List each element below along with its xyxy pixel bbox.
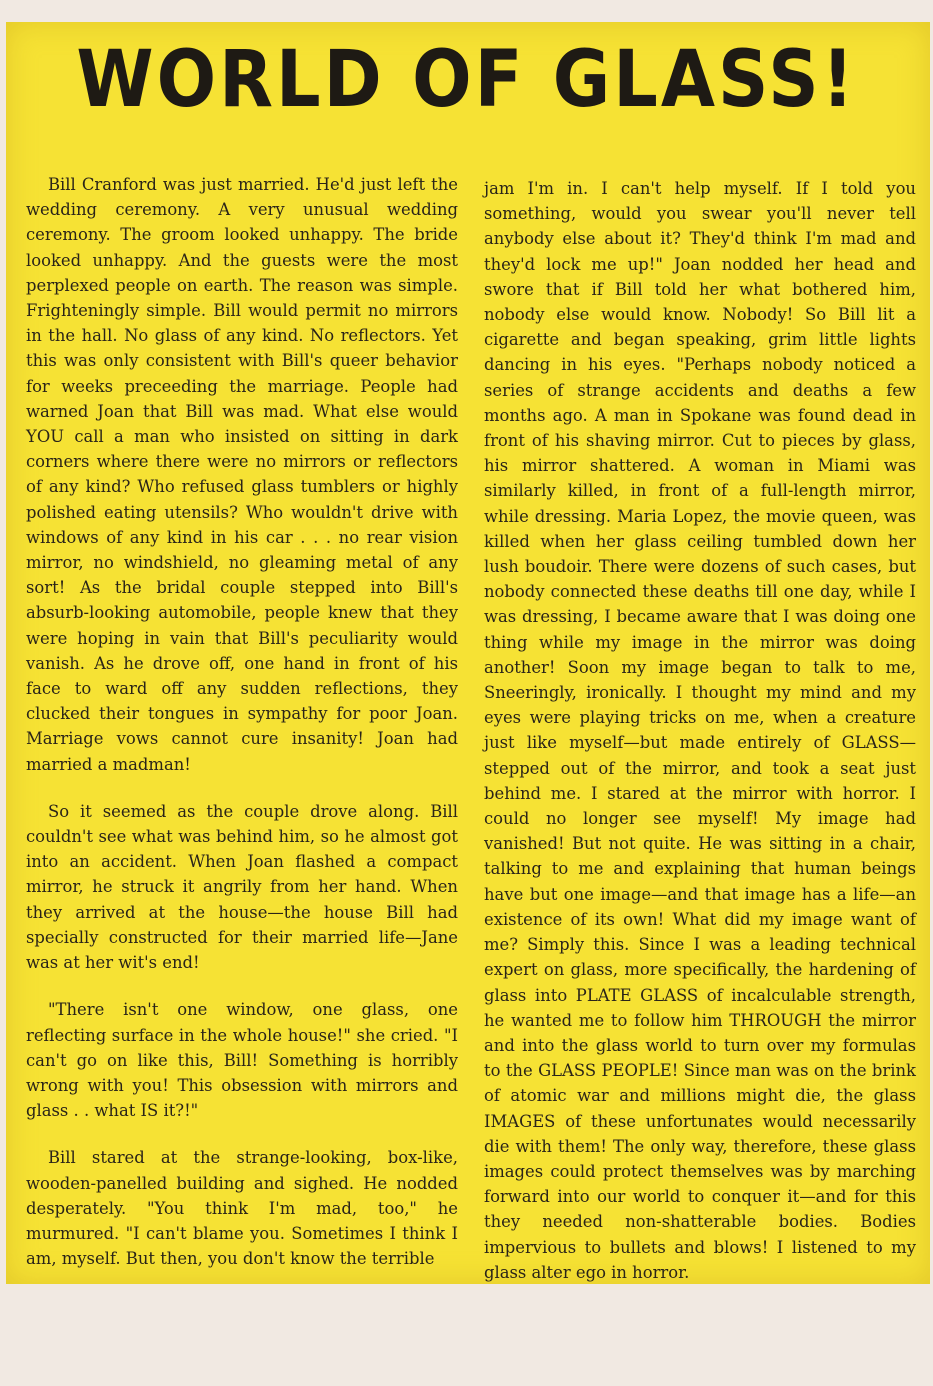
paragraph: jam I'm in. I can't help myself. If I told you something, would you swear you'll never tell anybody else about it? They'd think I'm mad and they'd lock me up!" Joan nodded her head and swore that if Bill told her what bothered him, nobody else would know. Nobody! So Bill lit a cigarette and began speaking, grim little lights dancing in his eyes. "Perhaps nobody noticed a series of strange accidents and deaths a few months ago. A man in Spokane was found dead in front of his shaving mirror. Cut to pieces by glass, his mirror shattered. A woman in Miami was similarly killed, in front of a full-length mirror, while dressing. Maria Lopez, the movie queen, was killed when her glass ceiling tumbled down her lush boudoir. There were dozens of such cases, but nobody connected these deaths till one day, while I was dressing, I became aware that I was doing one thing while my image in the mirror was doing another! Soon my image began to talk to me, Sneeringly, ironically. I thought my mind and my eyes were playing tricks on me, when a creature just like myself—but made entirely of GLASS—stepped out of the mirror, and took a seat just behind me. I stared at the mirror with horror. I could no longer see myself! My image had vanished! But not quite. He was sitting in a chair, talking to me and explaining that human beings have but one image—and that image has a life—an existence of its own! What did my image want of me? Simply this. Since I was a leading technical expert on glass, more specifically, the hardening of glass into PLATE GLASS of incalculable strength, he wanted me to follow him THROUGH the mirror and into the glass world to turn over my formulas to the GLASS PEOPLE! Since man was on the brink of atomic war and millions might die, the glass IMAGES of these unfortunates would necessarily die with them! The only way, therefore, these glass images could protect themselves was by marching forward into our world to conquer it—and for this they needed non-shatterable bodies. Bodies impervious to bullets and blows! I listened to my glass alter ego in horror. <box>484 179 916 1282</box>
right-column <box>484 176 916 1307</box>
paragraph: Bill stared at the strange-looking, box-like, wooden-panelled building and sighed. He nodded desperately. "You think I'm mad, too," he murmured. "I can't blame you. Sometimes I think I am, myself. But then, you don't know the terrible <box>26 1148 458 1269</box>
paragraph: "There isn't one window, one glass, one reflecting surface in the whole house!" she cried. "I can't go on like this, Bill! Something is horribly wrong with you! This obsession with mirrors and glass . . what IS it?!" <box>26 1000 458 1121</box>
paragraph: Bill Cranford was just married. He'd just left the wedding ceremony. A very unusual wedding ceremony. The groom looked unhappy. The bride looked unhappy. And the guests were the most perplexed people on earth. The reason was simple. Frighteningly simple. Bill would permit no mirrors in the hall. No glass of any kind. No reflectors. Yet this was only consistent with Bill's queer behavior for weeks preceeding the marriage. People had warned Joan that Bill was mad. What else would YOU call a man who insisted on sitting in dark corners where there were no mirrors or reflectors of any kind? Who refused glass tumblers or highly polished eating utensils? Who wouldn't drive with windows of any kind in his car . . . no rear vision mirror, no windshield, no gleaming metal of any sort! As the bridal couple stepped into Bill's absurb-looking automobile, people knew that they were hoping in vain that Bill's peculiarity would vanish. As he drove off, one hand in front of his face to ward off any sudden reflections, they clucked their tongues in sympathy for poor Joan. Marriage vows cannot cure insanity! Joan had married a madman! <box>26 175 458 774</box>
paragraph: So it seemed as the couple drove along. Bill couldn't see what was behind him, so he almost got into an accident. When Joan flashed a compact mirror, he struck it angrily from her hand. When they arrived at the house—the house Bill had specially constructed for their married life—Jane was at her wit's end! <box>26 801 458 973</box>
story-title: WORLD OF GLASS! <box>76 33 857 125</box>
left-column <box>26 172 458 1293</box>
